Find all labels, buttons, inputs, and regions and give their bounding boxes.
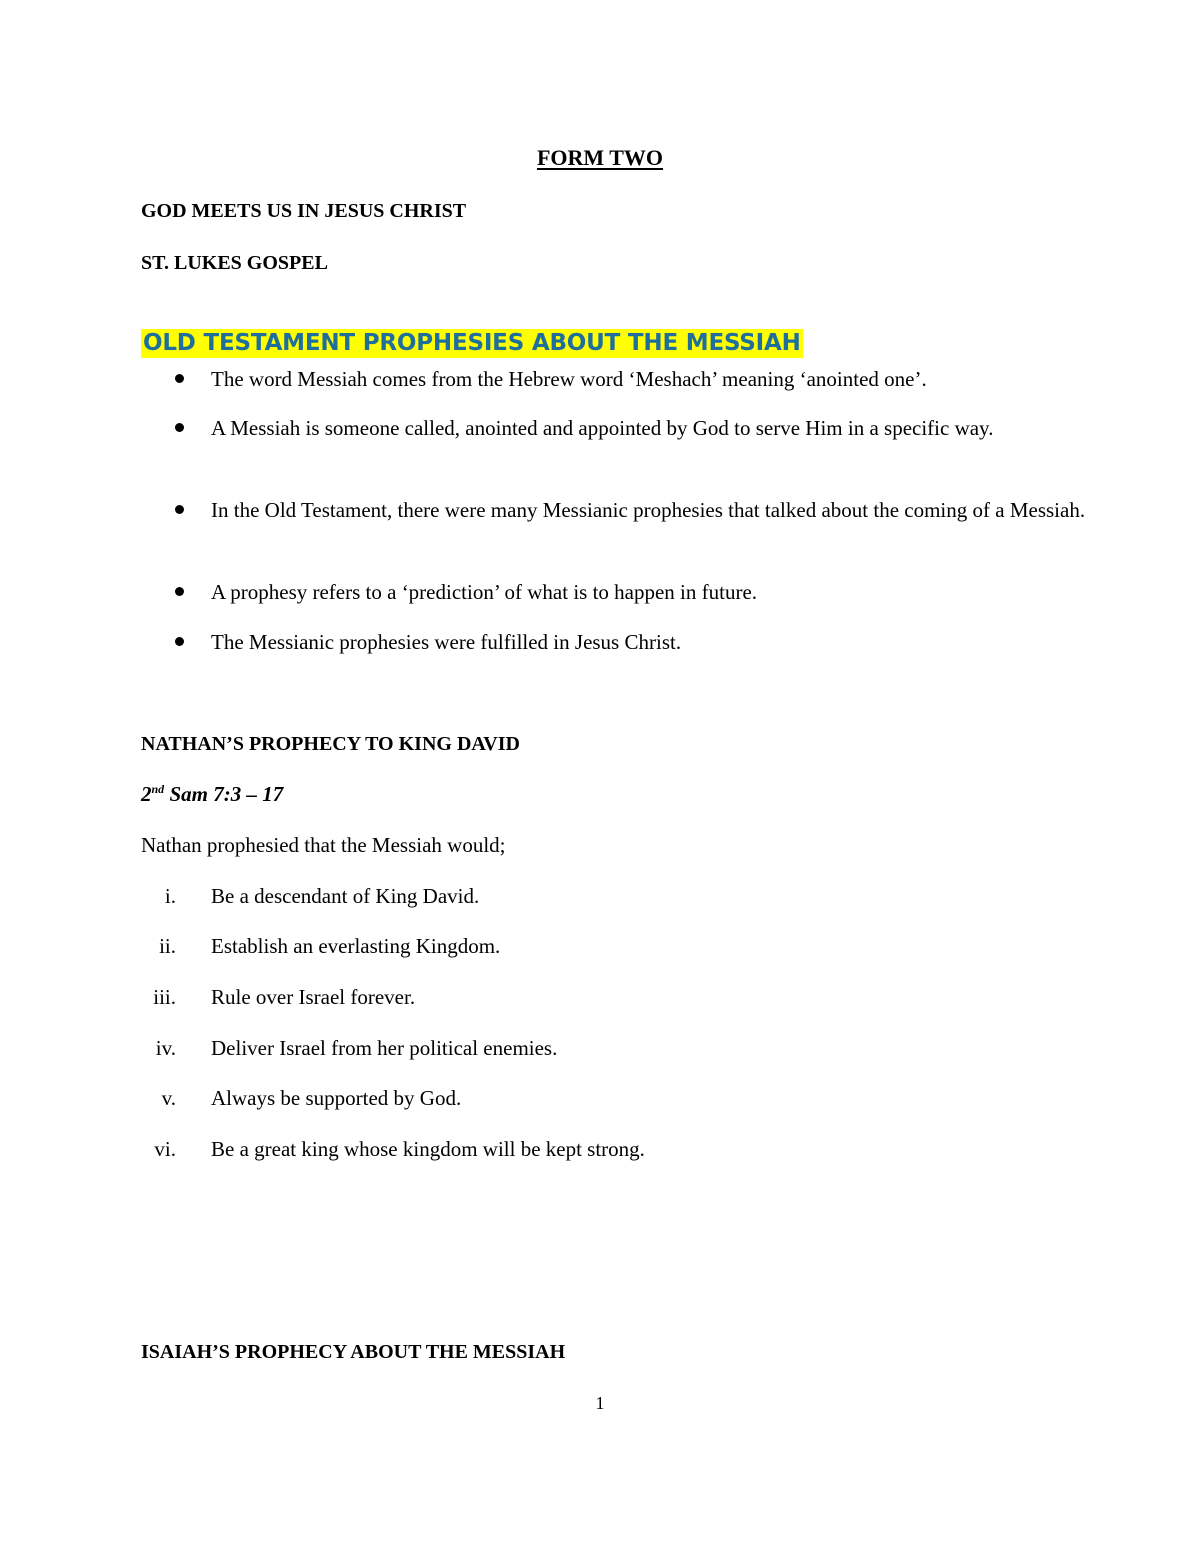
list-item: The Messianic prophesies were fulfilled in Jesus Christ. bbox=[211, 630, 682, 654]
section-heading-isaiah: ISAIAH’S PROPHECY ABOUT THE MESSIAH bbox=[141, 1341, 566, 1363]
list-item: The word Messiah comes from the Hebrew word ‘Meshach’ meaning ‘anointed one’. bbox=[211, 367, 927, 391]
list-item: Be a descendant of King David. bbox=[211, 884, 480, 908]
list-numeral: i. bbox=[164, 884, 176, 908]
bullet-icon bbox=[175, 423, 184, 432]
list-item: Deliver Israel from her political enemies. bbox=[211, 1036, 558, 1060]
list-item: A prophesy refers to a ‘prediction’ of what is to happen in future. bbox=[211, 580, 758, 604]
subtitle-gospel: ST. LUKES GOSPEL bbox=[141, 252, 328, 274]
list-numeral: iv. bbox=[155, 1036, 176, 1060]
section-heading-nathan: NATHAN’S PROPHECY TO KING DAVID bbox=[141, 733, 520, 755]
list-item: A Messiah is someone called, anointed and appointed by God to serve Him in a specific way. bbox=[211, 416, 994, 440]
list-item: Always be supported by God. bbox=[211, 1086, 462, 1110]
bullet-icon bbox=[175, 505, 184, 514]
bullet-icon bbox=[175, 637, 184, 646]
list-numeral: ii. bbox=[159, 934, 176, 958]
bullet-icon bbox=[175, 374, 184, 383]
list-item: Establish an everlasting Kingdom. bbox=[211, 934, 501, 958]
reference-ordinal-suffix: nd bbox=[151, 782, 165, 796]
reference-number: 2 bbox=[141, 782, 152, 806]
subtitle-topic: GOD MEETS US IN JESUS CHRIST bbox=[141, 200, 467, 222]
section-heading-old-testament: OLD TESTAMENT PROPHESIES ABOUT THE MESSIAH bbox=[143, 330, 801, 356]
list-item: Rule over Israel forever. bbox=[211, 985, 416, 1009]
intro-text: Nathan prophesied that the Messiah would; bbox=[141, 833, 506, 857]
list-item: Be a great king whose kingdom will be kept strong. bbox=[211, 1137, 645, 1161]
bullet-icon bbox=[175, 587, 184, 596]
scripture-reference bbox=[141, 783, 283, 805]
list-numeral: vi. bbox=[154, 1137, 176, 1161]
list-item: In the Old Testament, there were many Messianic prophesies that talked about the coming of a Messiah. bbox=[211, 498, 1086, 522]
reference-text: Sam 7:3 – 17 bbox=[164, 782, 284, 806]
document-title: FORM TWO bbox=[536, 145, 664, 170]
list-numeral: iii. bbox=[153, 985, 176, 1009]
page-number: 1 bbox=[595, 1393, 605, 1413]
list-numeral: v. bbox=[161, 1086, 176, 1110]
